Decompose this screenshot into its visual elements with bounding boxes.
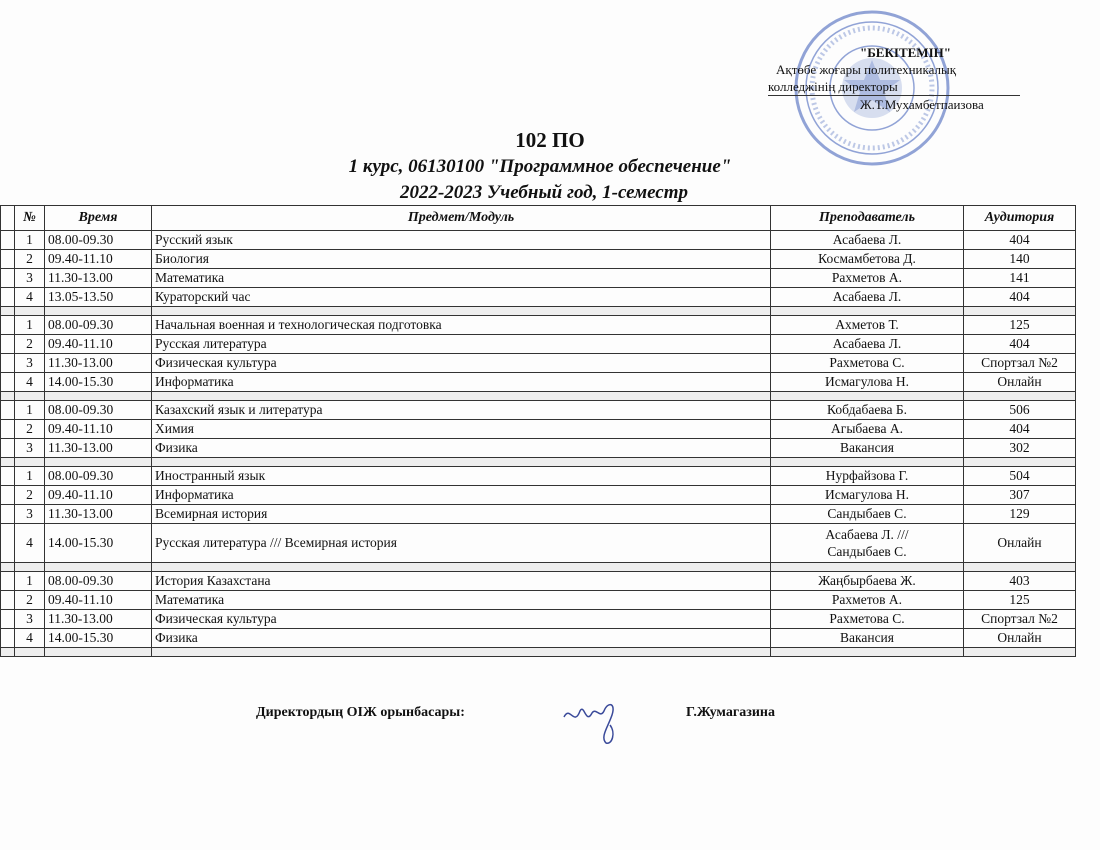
approval-title: "БЕКІТЕМІН" (860, 45, 951, 60)
signature-role: Директордың ОІЖ орынбасары: (256, 705, 465, 720)
separator-cell (15, 392, 45, 401)
schedule-body (1, 231, 1076, 657)
separator-cell (15, 648, 45, 657)
approval-director-name: Ж.Т.Мухамбетпаизова (768, 95, 1020, 113)
lesson-teacher: Исмагулова Н. (771, 373, 964, 392)
lesson-subject: Кураторский час (152, 288, 771, 307)
schedule-table (0, 205, 1076, 657)
lesson-number: 2 (15, 591, 45, 610)
lesson-number: 4 (15, 629, 45, 648)
lesson-time: 11.30-13.00 (45, 439, 152, 458)
lesson-room: 141 (964, 269, 1076, 288)
separator-cell (1, 648, 15, 657)
lesson-room: 140 (964, 250, 1076, 269)
lesson-room: Онлайн (964, 373, 1076, 392)
lesson-time: 14.00-15.30 (45, 524, 152, 563)
table-row (1, 524, 1076, 563)
table-row (1, 591, 1076, 610)
lesson-teacher: Рахметова С. (771, 354, 964, 373)
day-cell (1, 439, 15, 458)
separator-cell (964, 307, 1076, 316)
lesson-time: 09.40-11.10 (45, 250, 152, 269)
lesson-teacher: Вакансия (771, 629, 964, 648)
day-separator-row (1, 458, 1076, 467)
lesson-number: 1 (15, 316, 45, 335)
lesson-subject: Математика (152, 269, 771, 288)
separator-cell (964, 458, 1076, 467)
lesson-teacher: Рахметова С. (771, 610, 964, 629)
lesson-subject: Русская литература (152, 335, 771, 354)
lesson-subject: Физика (152, 629, 771, 648)
lesson-teacher: Нурфайзова Г. (771, 467, 964, 486)
separator-cell (1, 307, 15, 316)
approval-director: колледжінің директоры (768, 79, 898, 94)
lesson-number: 1 (15, 467, 45, 486)
day-cell (1, 524, 15, 563)
lesson-room: 125 (964, 316, 1076, 335)
day-cell (1, 288, 15, 307)
table-row (1, 250, 1076, 269)
separator-cell (964, 392, 1076, 401)
day-column-header (1, 206, 15, 231)
lesson-time: 08.00-09.30 (45, 572, 152, 591)
lesson-teacher: Сандыбаев С. (771, 505, 964, 524)
day-cell (1, 591, 15, 610)
day-cell (1, 335, 15, 354)
day-cell (1, 354, 15, 373)
lesson-teacher: Космамбетова Д. (771, 250, 964, 269)
lesson-number: 4 (15, 288, 45, 307)
table-row (1, 288, 1076, 307)
lesson-room: 125 (964, 591, 1076, 610)
table-header-row (1, 206, 1076, 231)
lesson-number: 3 (15, 505, 45, 524)
lesson-room: 403 (964, 572, 1076, 591)
lesson-subject: Математика (152, 591, 771, 610)
lesson-room: 302 (964, 439, 1076, 458)
table-row (1, 231, 1076, 250)
day-cell (1, 250, 15, 269)
lesson-room: 404 (964, 420, 1076, 439)
lesson-room: 504 (964, 467, 1076, 486)
separator-cell (771, 458, 964, 467)
table-row (1, 316, 1076, 335)
separator-cell (15, 563, 45, 572)
lesson-teacher (771, 524, 964, 563)
separator-cell (45, 648, 152, 657)
lesson-time: 08.00-09.30 (45, 401, 152, 420)
table-row (1, 486, 1076, 505)
lesson-teacher: Жаңбырбаева Ж. (771, 572, 964, 591)
separator-cell (45, 392, 152, 401)
table-row (1, 373, 1076, 392)
lesson-subject: Информатика (152, 486, 771, 505)
day-cell (1, 269, 15, 288)
day-cell (1, 316, 15, 335)
col-room-header: Аудитория (964, 206, 1076, 231)
lesson-teacher: Вакансия (771, 439, 964, 458)
lesson-subject: Информатика (152, 373, 771, 392)
lesson-teacher: Ахметов Т. (771, 316, 964, 335)
lesson-time: 08.00-09.30 (45, 467, 152, 486)
table-row (1, 439, 1076, 458)
table-row (1, 572, 1076, 591)
lesson-number: 2 (15, 250, 45, 269)
day-cell (1, 420, 15, 439)
separator-cell (152, 307, 771, 316)
lesson-teacher: Рахметов А. (771, 591, 964, 610)
lesson-subject: Начальная военная и технологическая подготовка (152, 316, 771, 335)
academic-year-title: 2022-2023 Учебный год, 1-семестр (399, 182, 689, 203)
lesson-number: 2 (15, 335, 45, 354)
lesson-time: 09.40-11.10 (45, 420, 152, 439)
lesson-subject: История Казахстана (152, 572, 771, 591)
lesson-room: Спортзал №2 (964, 354, 1076, 373)
separator-cell (45, 307, 152, 316)
separator-cell (1, 458, 15, 467)
day-separator-row (1, 307, 1076, 316)
lesson-room: 404 (964, 288, 1076, 307)
separator-cell (771, 563, 964, 572)
lesson-teacher: Кобдабаева Б. (771, 401, 964, 420)
lesson-teacher: Агыбаева А. (771, 420, 964, 439)
separator-cell (1, 392, 15, 401)
lesson-time: 11.30-13.00 (45, 269, 152, 288)
separator-cell (1, 563, 15, 572)
lesson-number: 1 (15, 231, 45, 250)
day-cell (1, 629, 15, 648)
lesson-subject: Физическая культура (152, 610, 771, 629)
day-separator-row (1, 392, 1076, 401)
signature-name: Г.Жумагазина (686, 705, 775, 720)
lesson-teacher-2: Сандыбаев С. (827, 544, 907, 559)
day-cell (1, 505, 15, 524)
lesson-room: Онлайн (964, 524, 1076, 563)
separator-cell (15, 458, 45, 467)
lesson-time: 09.40-11.10 (45, 591, 152, 610)
day-cell (1, 231, 15, 250)
table-row (1, 335, 1076, 354)
table-row (1, 467, 1076, 486)
day-cell (1, 610, 15, 629)
col-time-header: Время (45, 206, 152, 231)
lesson-subject: Иностранный язык (152, 467, 771, 486)
day-separator-row (1, 648, 1076, 657)
day-separator-row (1, 563, 1076, 572)
lesson-subject: Физическая культура (152, 354, 771, 373)
table-row (1, 610, 1076, 629)
separator-cell (45, 563, 152, 572)
col-num-header: № (15, 206, 45, 231)
lesson-time: 14.00-15.30 (45, 629, 152, 648)
approval-college: Ақтөбе жоғары политехникалық (776, 62, 957, 77)
lesson-number: 3 (15, 269, 45, 288)
lesson-room: 129 (964, 505, 1076, 524)
day-cell (1, 373, 15, 392)
col-subject-header: Предмет/Модуль (152, 206, 771, 231)
lesson-teacher: Асабаева Л. (771, 335, 964, 354)
lesson-room: 307 (964, 486, 1076, 505)
lesson-time: 13.05-13.50 (45, 288, 152, 307)
lesson-number: 4 (15, 373, 45, 392)
lesson-subject: Всемирная история (152, 505, 771, 524)
table-row (1, 354, 1076, 373)
lesson-subject: Русский язык (152, 231, 771, 250)
lesson-time: 11.30-13.00 (45, 610, 152, 629)
separator-cell (964, 563, 1076, 572)
table-row (1, 269, 1076, 288)
separator-cell (15, 307, 45, 316)
lesson-subject: Биология (152, 250, 771, 269)
day-cell (1, 486, 15, 505)
lesson-subject: Русская литература /// Всемирная история (152, 524, 771, 563)
lesson-time: 11.30-13.00 (45, 505, 152, 524)
lesson-number: 1 (15, 572, 45, 591)
lesson-teacher: Рахметов А. (771, 269, 964, 288)
separator-cell (45, 458, 152, 467)
table-row (1, 401, 1076, 420)
separator-cell (771, 307, 964, 316)
lesson-subject: Казахский язык и литература (152, 401, 771, 420)
lesson-number: 1 (15, 401, 45, 420)
day-cell (1, 401, 15, 420)
lesson-subject: Физика (152, 439, 771, 458)
separator-cell (152, 458, 771, 467)
lesson-room: 506 (964, 401, 1076, 420)
lesson-number: 4 (15, 524, 45, 563)
lesson-number: 2 (15, 486, 45, 505)
lesson-number: 3 (15, 439, 45, 458)
lesson-teacher: Исмагулова Н. (771, 486, 964, 505)
lesson-number: 2 (15, 420, 45, 439)
handwritten-signature (560, 697, 630, 747)
lesson-time: 08.00-09.30 (45, 316, 152, 335)
day-cell (1, 467, 15, 486)
separator-cell (771, 648, 964, 657)
lesson-room: Онлайн (964, 629, 1076, 648)
lesson-number: 3 (15, 354, 45, 373)
lesson-teacher-lines (774, 526, 960, 560)
separator-cell (152, 648, 771, 657)
separator-cell (152, 563, 771, 572)
lesson-teacher: Асабаева Л. (771, 231, 964, 250)
table-row (1, 629, 1076, 648)
table-row (1, 505, 1076, 524)
lesson-time: 08.00-09.30 (45, 231, 152, 250)
lesson-time: 11.30-13.00 (45, 354, 152, 373)
lesson-teacher-1: Асабаева Л. /// (825, 527, 909, 542)
lesson-time: 09.40-11.10 (45, 335, 152, 354)
lesson-number: 3 (15, 610, 45, 629)
lesson-time: 09.40-11.10 (45, 486, 152, 505)
lesson-room: Спортзал №2 (964, 610, 1076, 629)
separator-cell (152, 392, 771, 401)
lesson-subject: Химия (152, 420, 771, 439)
table-row (1, 420, 1076, 439)
lesson-room: 404 (964, 335, 1076, 354)
separator-cell (771, 392, 964, 401)
separator-cell (964, 648, 1076, 657)
day-cell (1, 572, 15, 591)
course-title: 1 курс, 06130100 "Программное обеспечение" (348, 156, 732, 177)
lesson-teacher: Асабаева Л. (771, 288, 964, 307)
approval-block (768, 44, 1088, 113)
group-title: 102 ПО (515, 128, 585, 152)
col-teacher-header: Преподаватель (771, 206, 964, 231)
lesson-time: 14.00-15.30 (45, 373, 152, 392)
lesson-room: 404 (964, 231, 1076, 250)
